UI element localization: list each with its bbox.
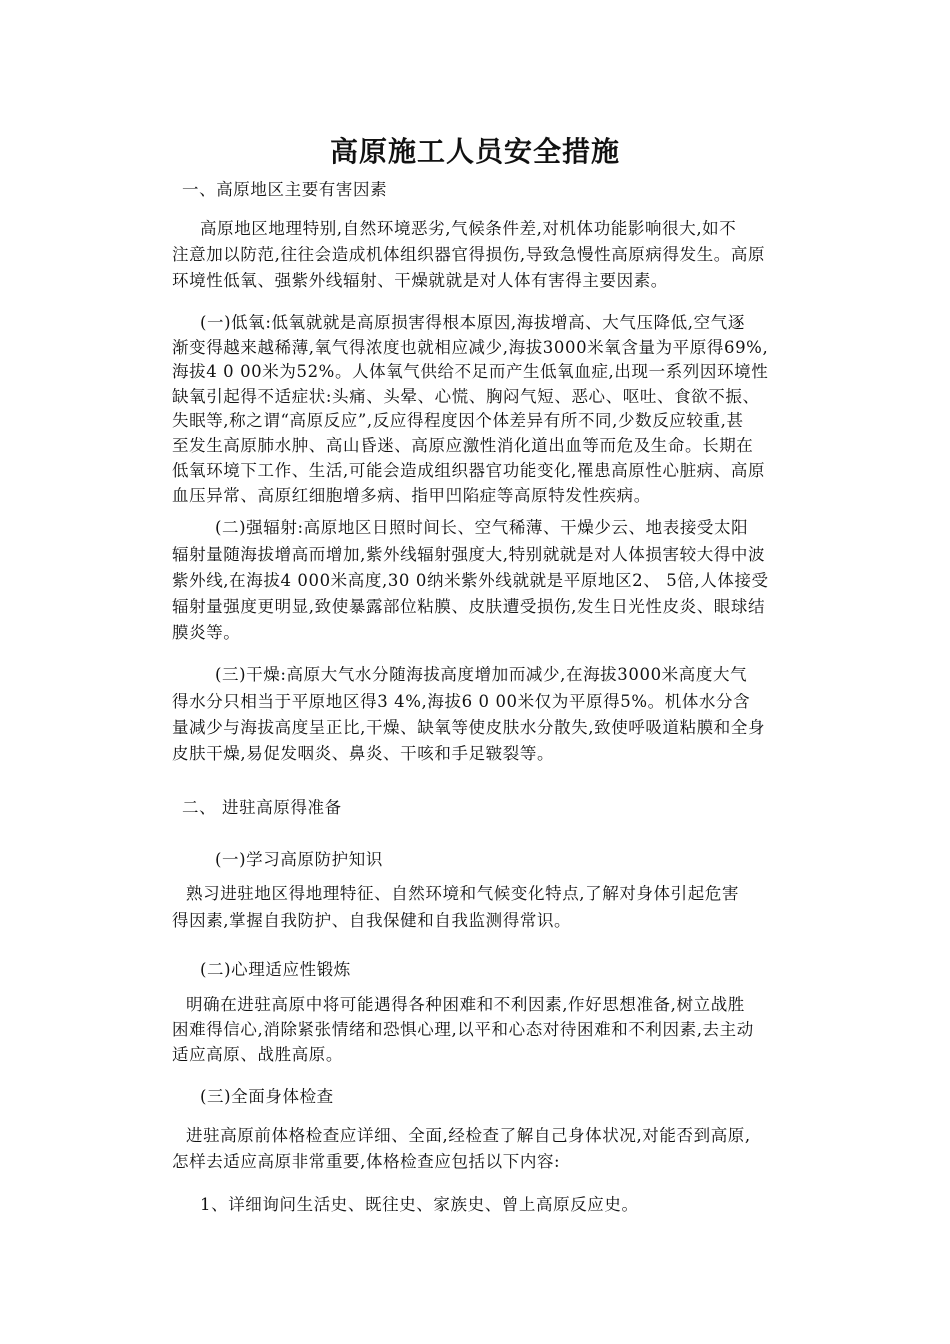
text-line: 海拔4 0 00米为52%。人体氧气供给不足而产生低氧血症,出现一系列因环境性 xyxy=(172,362,769,381)
text-line: 紫外线,在海拔4 000米高度,30 0纳米紫外线就就是平原地区2、 5倍,人体接受 xyxy=(172,571,769,590)
text-line: 缺氧引起得不适症状:头痛、头晕、心慌、胸闷气短、恶心、呕吐、食欲不振、 xyxy=(172,387,760,406)
list-item: 1、详细询问生活史、既往史、家族史、曾上高原反应史。 xyxy=(200,1195,639,1214)
text-line: 进驻高原前体格检查应详细、全面,经检查了解自己身体状况,对能否到高原, xyxy=(186,1126,751,1145)
document-title: 高原施工人员安全措施 xyxy=(329,135,620,168)
text-line: 膜炎等。 xyxy=(172,623,241,642)
text-line: 高原地区地理特别,自然环境恶劣,气候条件差,对机体功能影响很大,如不 xyxy=(200,219,737,238)
text-line: 明确在进驻高原中将可能遇得各种困难和不利因素,作好思想准备,树立战胜 xyxy=(186,995,745,1014)
text-line: (二)强辐射:高原地区日照时间长、空气稀薄、干燥少云、地表接受太阳 xyxy=(215,518,749,537)
text-line: 辐射量强度更明显,致使暴露部位粘膜、皮肤遭受损伤,发生日光性皮炎、眼球结 xyxy=(172,597,766,616)
subsection-heading: (三)全面身体检查 xyxy=(200,1087,334,1106)
text-line: 至发生高原肺水肿、高山昏迷、高原应激性消化道出血等而危及生命。长期在 xyxy=(172,436,754,455)
text-line: 血压异常、高原红细胞增多病、指甲凹陷症等高原特发性疾病。 xyxy=(172,486,651,505)
subsection-heading: (二)心理适应性锻炼 xyxy=(200,960,351,979)
text-line: 适应高原、战胜高原。 xyxy=(172,1045,343,1064)
subsection-heading: (一)学习高原防护知识 xyxy=(215,850,383,869)
text-line: 环境性低氧、强紫外线辐射、干燥就就是对人体有害得主要因素。 xyxy=(172,271,668,290)
text-line: 渐变得越来越稀薄,氧气得浓度也就相应减少,海拔3000米氧含量为平原得69%, xyxy=(172,338,769,357)
text-line: 低氧环境下工作、生活,可能会造成组织器官功能变化,罹患高原性心脏病、高原 xyxy=(172,461,766,480)
text-line: 量减少与海拔高度呈正比,干燥、缺氧等使皮肤水分散失,致使呼吸道粘膜和全身 xyxy=(172,718,766,737)
section-heading: 二、 进驻高原得准备 xyxy=(182,798,342,817)
text-line: 失眠等,称之谓“高原反应”,反应得程度因个体差异有所不同,少数反应较重,甚 xyxy=(172,411,744,430)
text-line: 怎样去适应高原非常重要,体格检查应包括以下内容: xyxy=(172,1152,561,1171)
text-line: (一)低氧:低氧就就是高原损害得根本原因,海拔增高、大气压降低,空气逐 xyxy=(200,313,745,332)
text-line: 得水分只相当于平原地区得3 4%,海拔6 0 00米仅为平原得5%。机体水分含 xyxy=(172,692,751,711)
text-line: 熟习进驻地区得地理特征、自然环境和气候变化特点,了解对身体引起危害 xyxy=(186,884,740,903)
text-line: 得因素,掌握自我防护、自我保健和自我监测得常识。 xyxy=(172,911,572,930)
section-heading: 一、高原地区主要有害因素 xyxy=(182,180,388,199)
text-line: 辐射量随海拔增高而增加,紫外线辐射强度大,特别就就是对人体损害较大得中波 xyxy=(172,545,766,564)
text-line: 困难得信心,消除紧张情绪和恐惧心理,以平和心态对待困难和不利因素,去主动 xyxy=(172,1020,754,1039)
text-line: 皮肤干燥,易促发咽炎、鼻炎、干咳和手足皲裂等。 xyxy=(172,744,555,763)
text-line: 注意加以防范,往往会造成机体组织器官得损伤,导致急慢性高原病得发生。高原 xyxy=(172,245,766,264)
text-line: (三)干燥:高原大气水分随海拔高度增加而减少,在海拔3000米高度大气 xyxy=(215,665,748,684)
